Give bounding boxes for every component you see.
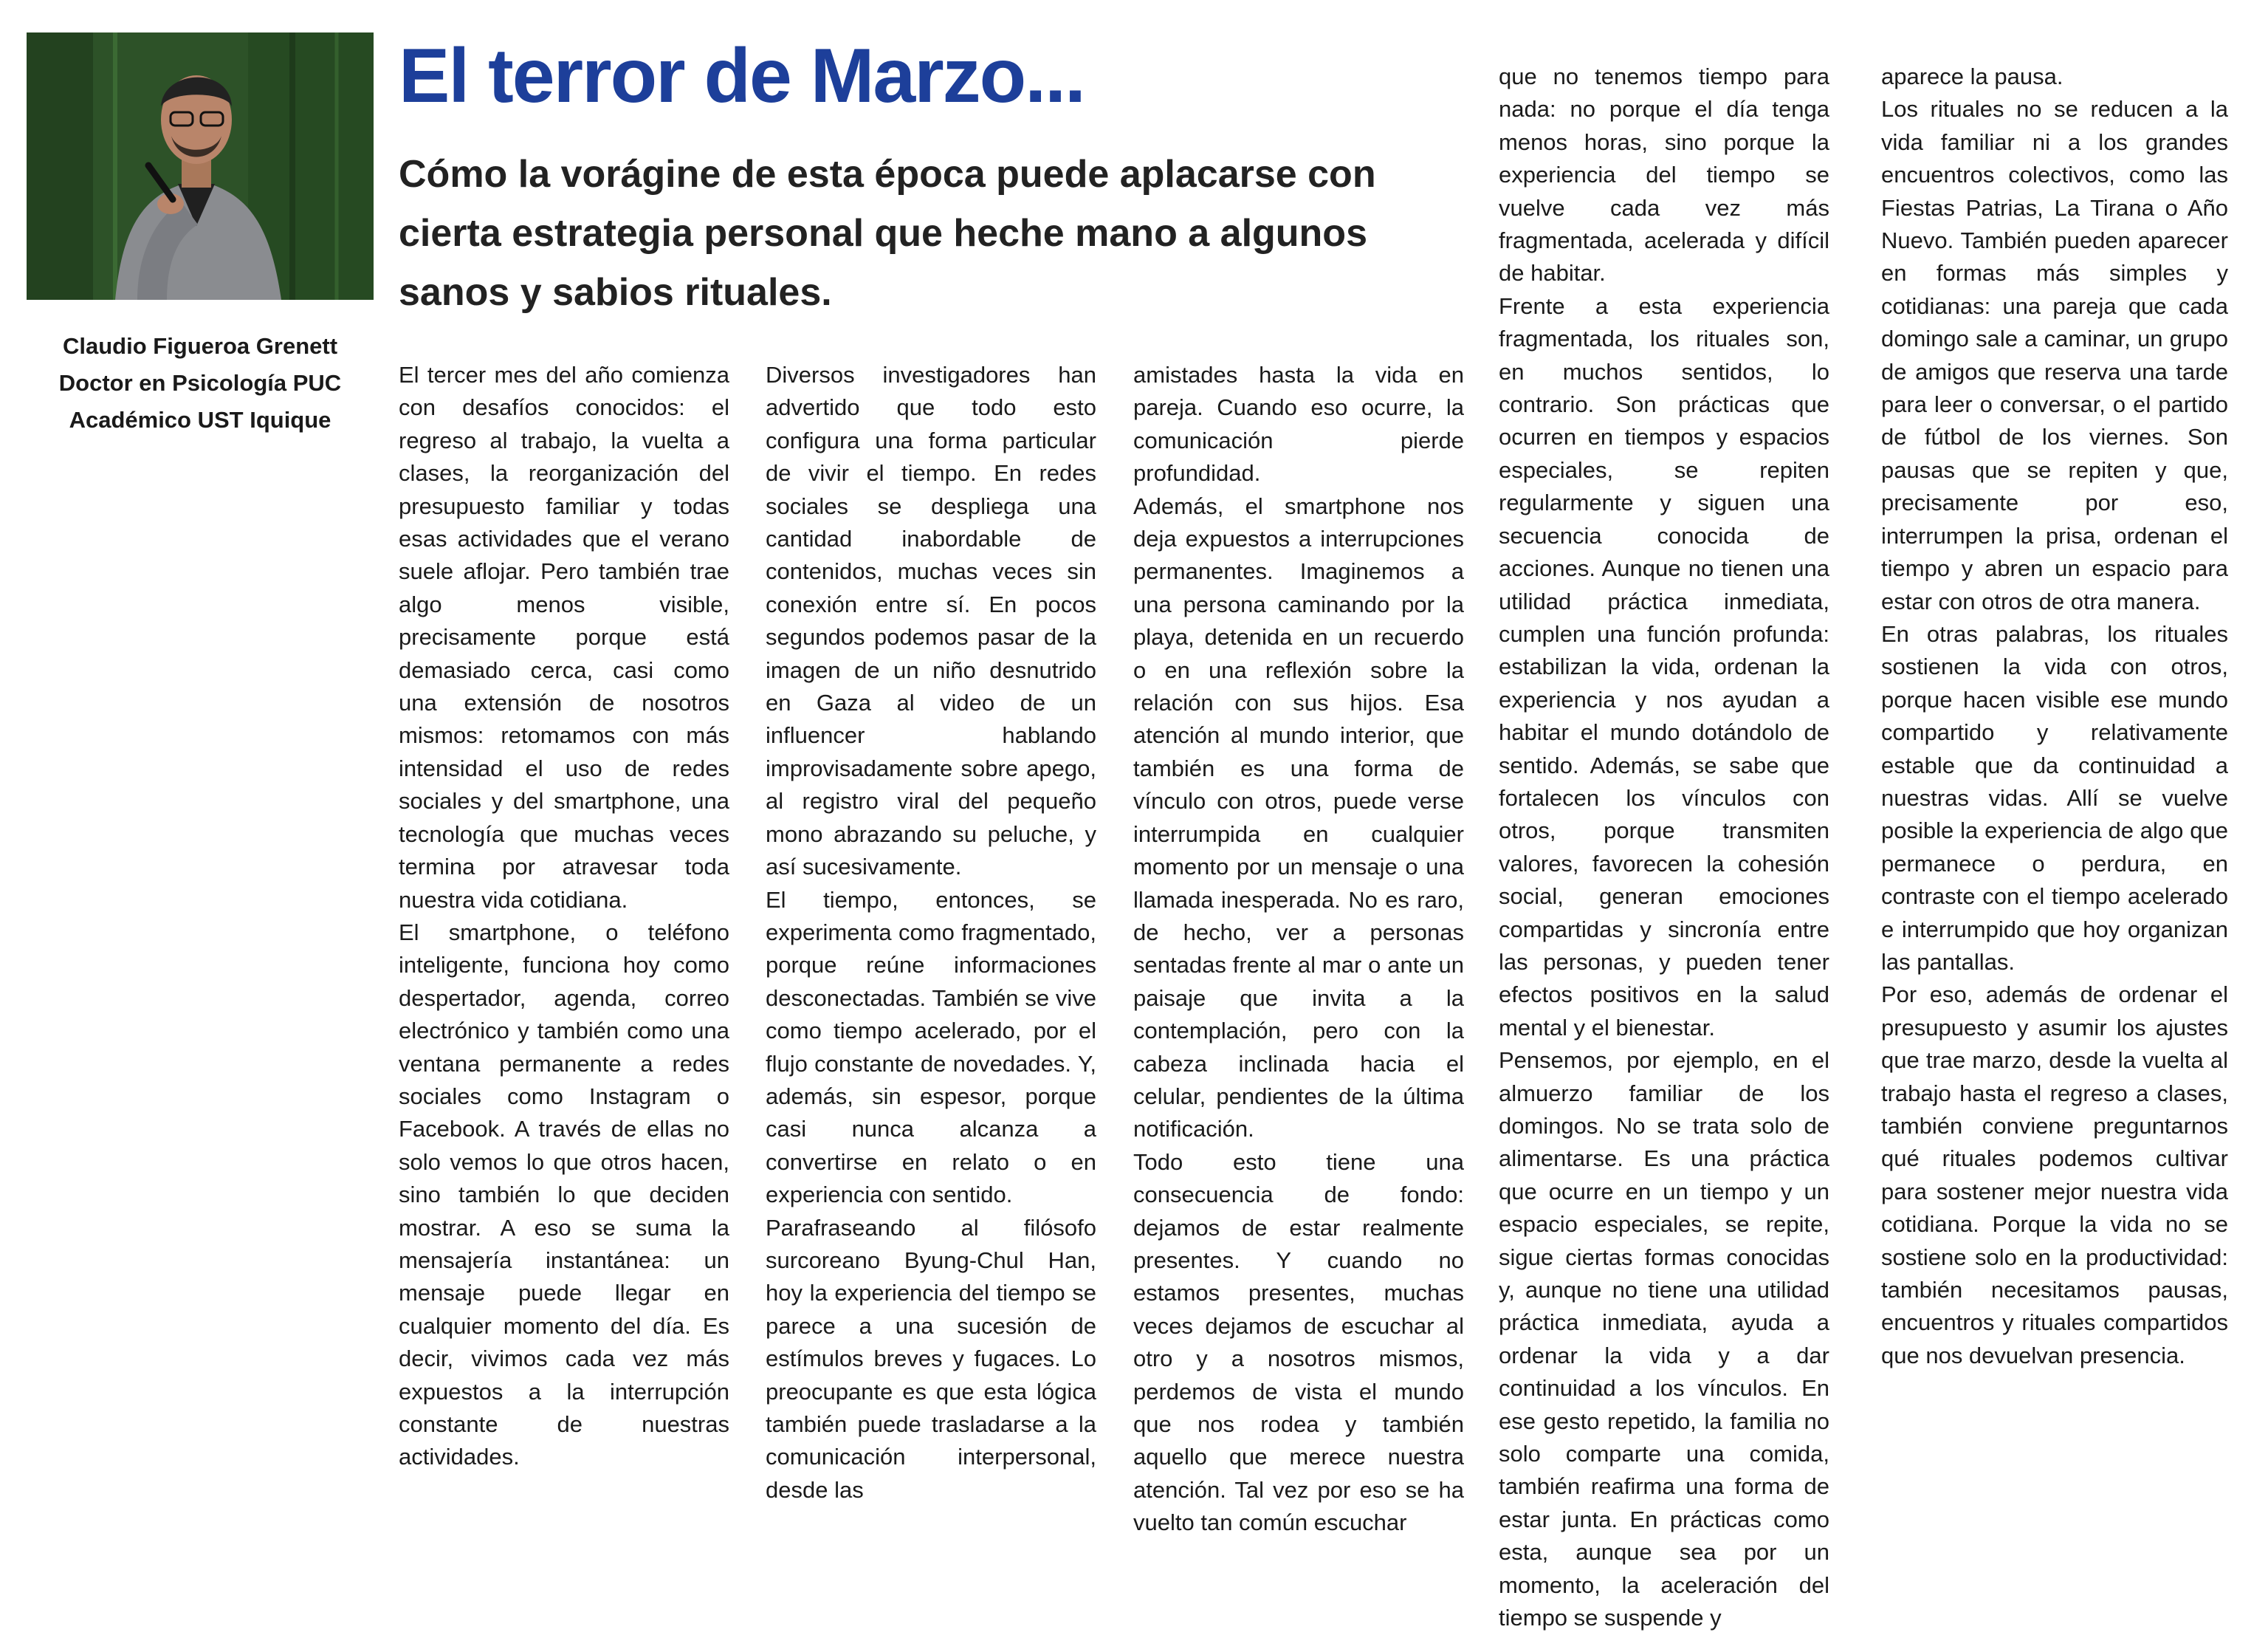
article-column-1 <box>399 359 729 1474</box>
paragraph: En otras palabras, los rituales sostienen la vida con otros, porque hacen visible ese mundo compartido y relativamente estable que da continuidad a nuestras vidas. Allí se vuelve posible la experiencia de algo que permanece o perdura, en contraste con el tiempo acelerado e interrumpido que hoy organizan las pantallas. <box>1881 620 2228 975</box>
article-headline: El terror de Marzo... <box>399 33 1085 119</box>
paragraph: El tiempo, entonces, se experimenta como fragmentado, porque reúne informaciones desconectadas. También se vive como tiempo acelerado, por el flujo constante de novedades. Y, además, sin espesor, porque casi nunca alcanza a convertirse en relato o en experiencia con sentido. <box>766 886 1096 1208</box>
paragraph: Los rituales no se reducen a la vida familiar ni a los grandes encuentros colectivos, como las Fiestas Patrias, La Tirana o Año Nuevo. También pueden aparecer en formas más simples y cotidianas: una pareja que cada domingo sale a caminar, un grupo de amigos que reserva una tarde para leer o conversar, o el partido de fútbol de los viernes. Son pausas que se repiten y que, precisamente por eso, interrumpen la prisa, ordenan el tiempo y abren un espacio para estar con otros de otra manera. <box>1881 96 2228 614</box>
author-photo <box>27 32 374 300</box>
paragraph: Además, el smartphone nos deja expuestos a interrupciones permanentes. Imaginemos a una persona caminando por la playa, detenida en un recuerdo o en una reflexión sobre la relación con sus hijos. Esa atención al mundo interior, que también es una forma de vínculo con otros, puede verse interrumpida en cualquier momento por un mensaje o una llamada inesperada. No es raro, de hecho, ver a personas sentadas frente al mar o ante un paisaje que invita a la contemplación, pero con la cabeza inclinada hacia el celular, pendientes de la última notificación. <box>1133 493 1464 1142</box>
paragraph: El tercer mes del año comienza con desafíos conocidos: el regreso al trabajo, la vuelta a clases, la reorganización del presupuesto familiar y todas esas actividades que el verano suele aflojar. Pero también trae algo menos visible, precisamente porque está demasiado cerca, casi como una extensión de nosotros mismos: retomamos con más intensidad el uso de redes sociales y del smartphone, una tecnología que muchas veces termina por atravesar toda nuestra vida cotidiana. <box>399 362 729 913</box>
article-column-2 <box>766 359 1096 1507</box>
paragraph: Por eso, además de ordenar el presupuesto y asumir los ajustes que trae marzo, desde la vuelta al trabajo hasta el regreso a clases, también conviene preguntarnos qué rituales podemos cultivar para sostener mejor nuestra vida cotidiana. Porque la vida no se sostiene solo en la productividad: también necesitamos pausas, encuentros y rituales compartidos que nos devuelvan presencia. <box>1881 981 2228 1368</box>
author-photo-illustration <box>27 32 374 300</box>
author-name: Claudio Figueroa Grenett <box>62 333 338 359</box>
paragraph: que no tenemos tiempo para nada: no porque el día tenga menos horas, sino porque la experiencia del tiempo se vuelve cada vez más fragmentada, acelerada y difícil de habitar. <box>1499 64 1829 287</box>
article-column-5 <box>1881 61 2228 1372</box>
article-column-3 <box>1133 359 1464 1540</box>
paragraph: Pensemos, por ejemplo, en el almuerzo familiar de los domingos. No se trata solo de alimentarse. Es una práctica que ocurre en un tiempo y un espacio especiales, se repite, sigue ciertas formas conocidas y, aunque no tiene una utilidad práctica inmediata, ayuda a ordenar la vida y a dar continuidad a los vínculos. En ese gesto repetido, la familia no solo comparte una comida, también reafirma una forma de estar junta. En prácticas como esta, aunque sea por un momento, la aceleración del tiempo se suspende y <box>1499 1047 1829 1631</box>
paragraph: El smartphone, o teléfono inteligente, funciona hoy como despertador, agenda, correo electrónico y también como una ventana permanente a redes sociales como Instagram o Facebook. A través de ellas no solo vemos lo que otros hacen, sino también lo que deciden mostrar. A eso se suma la mensajería instantánea: un mensaje puede llegar en cualquier momento del día. Es decir, vivimos cada vez más expuestos a la interrupción constante de nuestras actividades. <box>399 919 729 1470</box>
paragraph: aparece la pausa. <box>1881 64 2063 89</box>
paragraph: amistades hasta la vida en pareja. Cuando eso ocurre, la comunicación pierde profundidad. <box>1133 362 1464 487</box>
article-column-4 <box>1499 61 1829 1635</box>
paragraph: Parafraseando al filósofo surcoreano Byung-Chul Han, hoy la experiencia del tiempo se parece a una sucesión de estímulos breves y fugaces. Lo preocupante es que esta lógica también puede trasladarse a la comunicación interpersonal, desde las <box>766 1214 1096 1503</box>
author-degree: Doctor en Psicología PUC <box>58 370 342 396</box>
paragraph: Frente a esta experiencia fragmentada, los rituales son, en muchos sentidos, lo contrario. Son prácticas que ocurren en tiempos y espacios especiales, se repiten regularmente y siguen una secuencia conocida de acciones. Aunque no tienen una utilidad práctica inmediata, cumplen una función profunda: estabilizan la vida, ordenan la experiencia y nos ayudan a habitar el mundo dotándolo de sentido. Además, se sabe que fortalecen los vínculos con otros, porque transmiten valores, favorecen la cohesión social, generan emociones compartidas y sincronía entre las personas, y pueden tener efectos positivos en la salud mental y el bienestar. <box>1499 292 1829 1041</box>
paragraph: Diversos investigadores han advertido que todo esto configura una forma particular de vivir el tiempo. En redes sociales se despliega una cantidad inabordable de contenidos, muchas veces sin conexión entre sí. En pocos segundos podemos pasar de la imagen de un niño desnutrido en Gaza al video de un influencer hablando improvisadamente sobre apego, al registro viral del pequeño mono abrazando su peluche, y así sucesivamente. <box>766 362 1096 880</box>
paragraph: Todo esto tiene una consecuencia de fondo: dejamos de estar realmente presentes. Y cuando no estamos presentes, muchas veces dejamos de escuchar al otro y a nosotros mismos, perdemos de vista el mundo que nos rodea y también aquello que merece nuestra atención. Tal vez por eso se ha vuelto tan común escuchar <box>1133 1148 1464 1536</box>
author-byline <box>27 328 374 439</box>
author-position: Académico UST Iquique <box>69 407 331 433</box>
article-subhead: Cómo la vorágine de esta época puede aplacarse con cierta estrategia personal que heche mano a algunos sanos y sabios rituales. <box>399 153 1376 314</box>
